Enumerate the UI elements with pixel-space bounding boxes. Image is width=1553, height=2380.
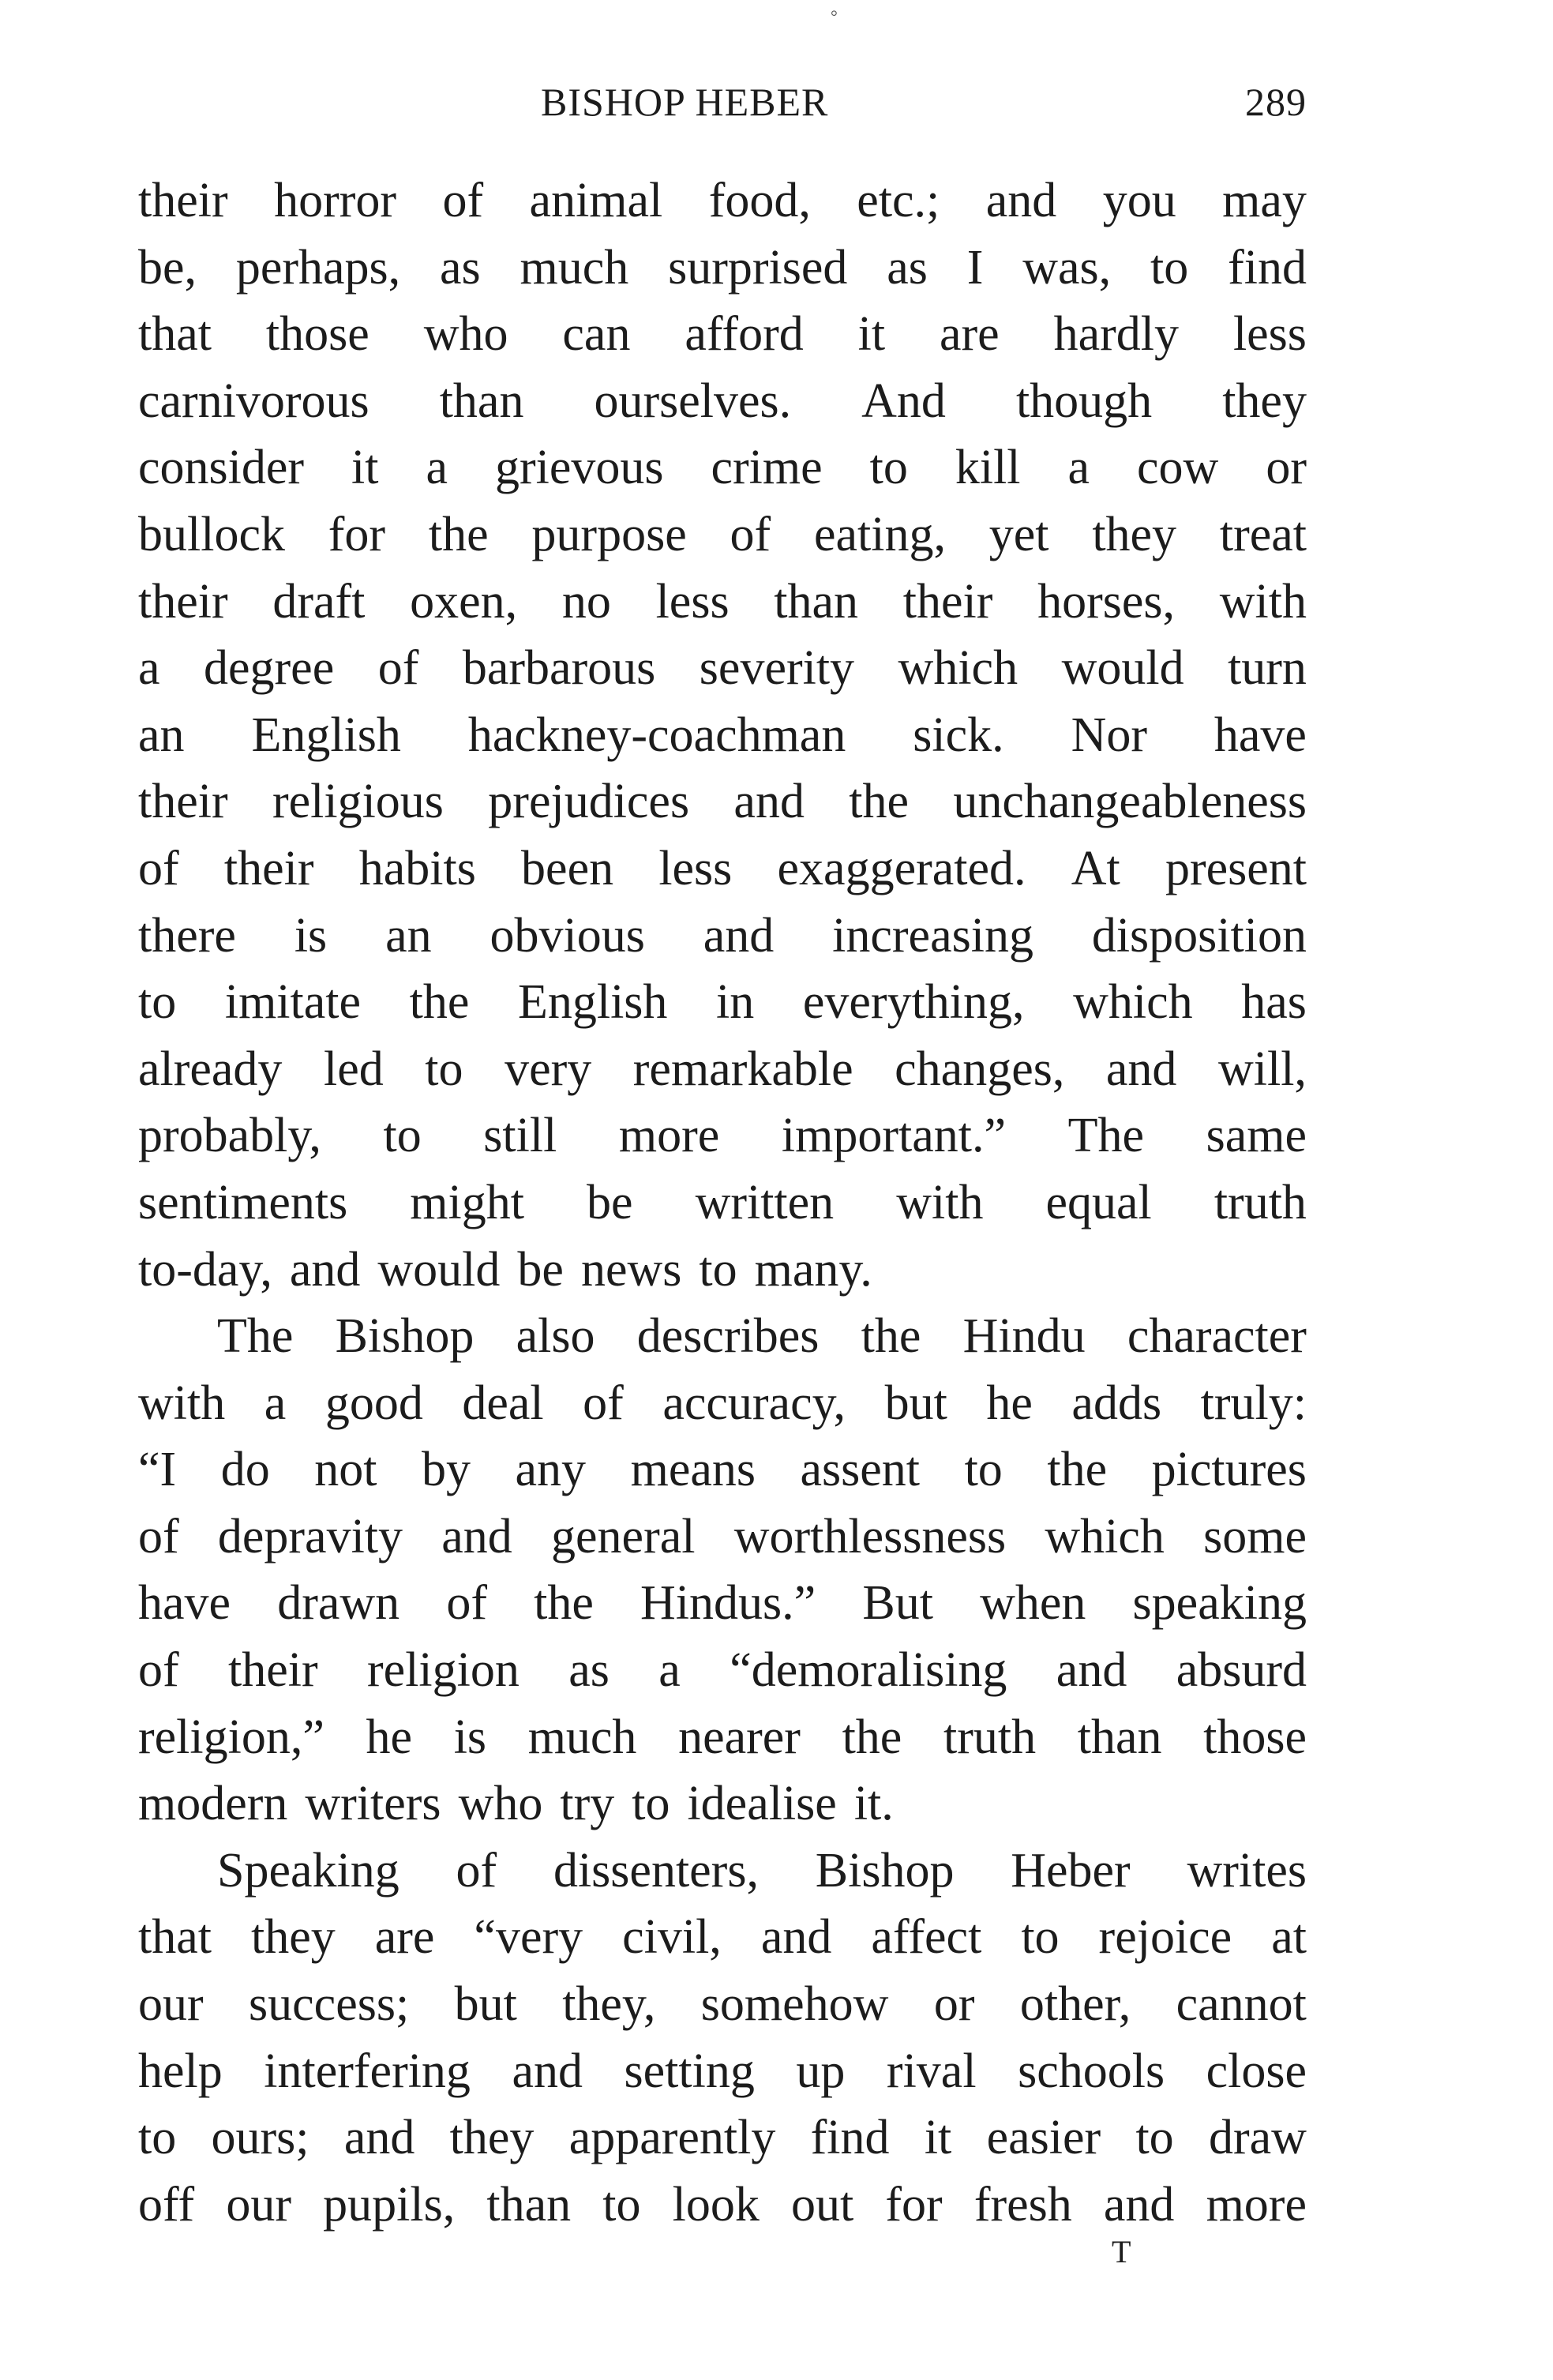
text-line: help interfering and setting up rival schools close — [138, 2044, 1307, 2098]
page-number: 289 — [1245, 80, 1307, 124]
text-line: of their habits been less exaggerated. At present — [138, 841, 1307, 895]
text-line: modern writers who try to idealise it. — [138, 1777, 894, 1831]
text-line: our success; but they, somehow or other, cannot — [138, 1977, 1307, 2032]
paragraph — [138, 167, 1307, 1303]
text-line: probably, to still more important.” The same — [138, 1109, 1307, 1163]
text-line: their religious prejudices and the unchangeableness — [138, 775, 1307, 829]
body-text — [138, 167, 1307, 2238]
text-line: their draft oxen, no less than their horses, with — [138, 574, 1307, 629]
text-line: of depravity and general worthlessness which some — [138, 1509, 1307, 1564]
text-line: there is an obvious and increasing disposition — [138, 908, 1307, 963]
text-line: a degree of barbarous severity which would turn — [138, 641, 1307, 696]
text-line: bullock for the purpose of eating, yet they treat — [138, 507, 1307, 561]
text-line: sentiments might be written with equal truth — [138, 1175, 1307, 1229]
text-line: off our pupils, than to look out for fresh and more — [138, 2177, 1307, 2232]
text-line: their horror of animal food, etc.; and you may — [138, 174, 1307, 227]
text-line: to ours; and they apparently find it easier to draw — [138, 2111, 1307, 2165]
text-line: be, perhaps, as much surprised as I was, to find — [138, 240, 1307, 295]
text-line: have drawn of the Hindus.” But when speaking — [138, 1576, 1307, 1631]
signature-mark: T — [1112, 2234, 1131, 2269]
text-line: an English hackney-coachman sick. Nor have — [138, 708, 1307, 762]
text-line: The Bishop also describes the Hindu character — [217, 1309, 1307, 1364]
paragraph — [138, 1838, 1307, 2239]
running-title: BISHOP HEBER — [541, 80, 829, 124]
text-line: to imitate the English in everything, which has — [138, 975, 1307, 1030]
text-line: Speaking of dissenters, Bishop Heber writes — [217, 1843, 1307, 1898]
text-line: that those who can afford it are hardly less — [138, 307, 1307, 362]
running-head — [138, 79, 1307, 134]
text-line: carnivorous than ourselves. And though they — [138, 374, 1307, 428]
print-speck: ° — [831, 6, 838, 26]
text-line: “I do not by any means assent to the pictures — [138, 1443, 1307, 1497]
text-line: to-day, and would be news to many. — [138, 1242, 872, 1297]
text-line: already led to very remarkable changes, and will, — [138, 1042, 1307, 1096]
text-line: with a good deal of accuracy, but he adds truly: — [138, 1376, 1307, 1430]
paragraph — [138, 1303, 1307, 1838]
text-line: consider it a grievous crime to kill a cow or — [138, 441, 1307, 495]
text-line: religion,” he is much nearer the truth than those — [138, 1710, 1307, 1764]
text-line: of their religion as a “demoralising and absurd — [138, 1643, 1307, 1698]
text-line: that they are “very civil, and affect to rejoice at — [138, 1910, 1307, 1965]
